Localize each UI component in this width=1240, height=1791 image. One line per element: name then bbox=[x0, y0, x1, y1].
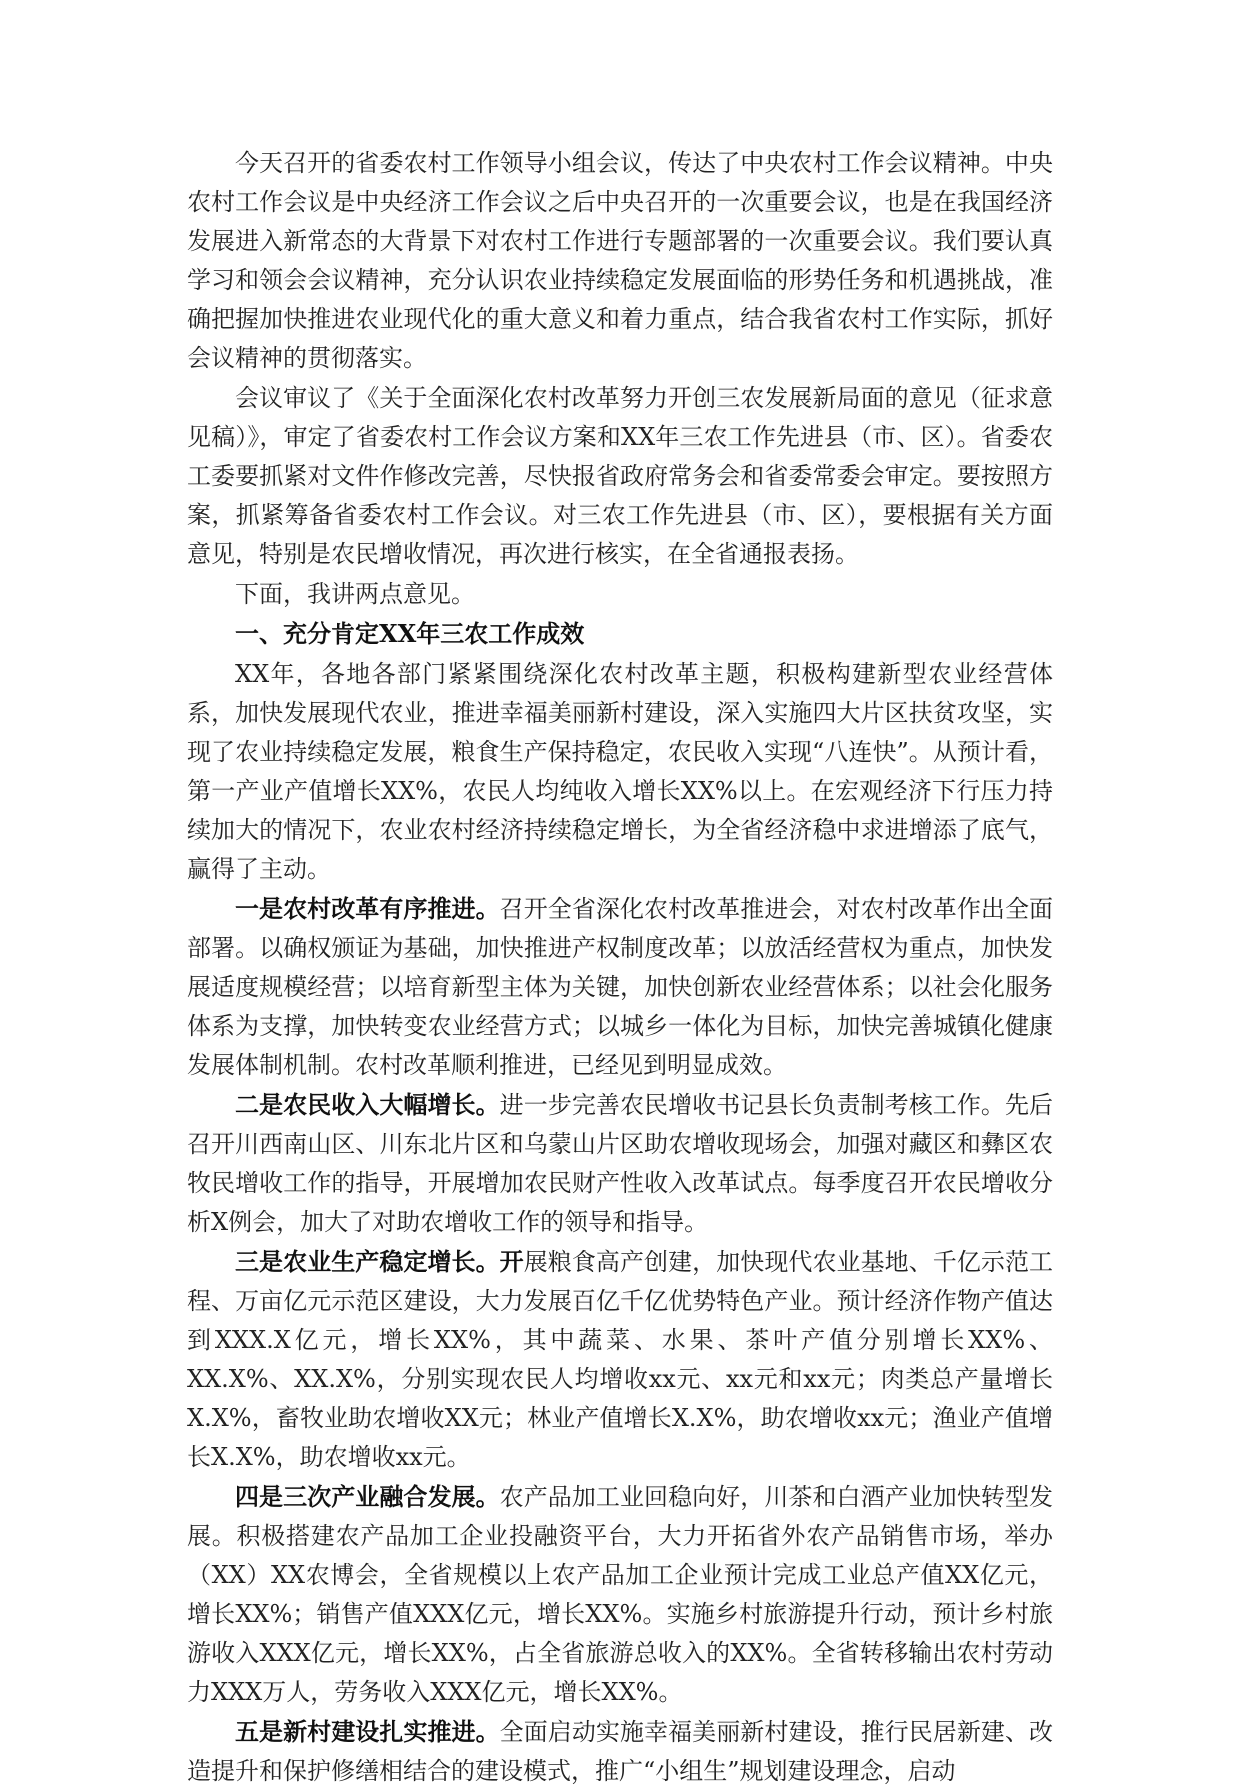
paragraph-lead: 四是三次产业融合发展。 bbox=[235, 1482, 500, 1511]
paragraph-text: XX年，各地各部门紧紧围绕深化农村改革主题，积极构建新型农业经营体系，加快发展现代农业，推进幸福美丽新村建设，深入实施四大片区扶贫攻坚，实现了农业持续稳定发展，粮食生产保持稳定，农民收入实现“八连快”。从预计看，第一产业产值增长XX%，农民人均纯收入增长XX%以上。在宏观经济下行压力持续加大的情况下，农业农村经济持续稳定增长，为全省经济稳中求进增添了底气，赢得了主动。 bbox=[187, 660, 1053, 883]
paragraph-text: 全面启动实施幸福美丽新村建设，推行民居新建、改造提升和保护修缮相结合的建设模式，推广“小组生”规划建设理念，启动 bbox=[187, 1718, 1054, 1785]
paragraph bbox=[187, 574, 1053, 614]
paragraph bbox=[187, 1712, 1053, 1791]
paragraph bbox=[187, 143, 1053, 378]
paragraph-text: 展粮食高产创建，加快现代农业基地、千亿示范工程、万亩亿元示范区建设，大力发展百亿千亿优势特色产业。预计经济作物产值达到XXX.X亿元，增长XX%，其中蔬菜、水果、茶叶产值分别增长XX%、XX.X%、XX.X%，分别实现农民人均增收xx元、xx元和xx元；肉类总产量增长X.X%，畜牧业助农增收XX元；林业产值增长X.X%，助农增收xx元；渔业产值增长X.X%，助农增收xx元。 bbox=[187, 1248, 1054, 1471]
paragraph-lead: 一是农村改革有序推进。 bbox=[235, 894, 500, 923]
paragraph-lead: 五是新村建设扎实推进。 bbox=[235, 1717, 500, 1746]
paragraph-text: 会议审议了《关于全面深化农村改革努力开创三农发展新局面的意见（征求意见稿）》，审定了省委农村工作会议方案和XX年三农工作先进县（市、区）。省委农工委要抓紧对文件作修改完善，尽快报省政府常务会和省委常委会审定。要按照方案，抓紧筹备省委农村工作会议。对三农工作先进县（市、区），要根据有关方面意见，特别是农民增收情况，再次进行核实，在全省通报表扬。 bbox=[187, 384, 1053, 568]
paragraph-text: 农产品加工业回稳向好，川茶和白酒产业加快转型发展。积极搭建农产品加工企业投融资平台，大力开拓省外农产品销售市场，举办（XX）XX农博会，全省规模以上农产品加工企业预计完成工业总产值XX亿元，增长XX%；销售产值XXX亿元，增长XX%。实施乡村旅游提升行动，预计乡村旅游收入XXX亿元，增长XX%，占全省旅游总收入的XX%。全省转移输出农村劳动力XXX万人，劳务收入XXX亿元，增长XX%。 bbox=[187, 1483, 1054, 1706]
paragraph-text: 进一步完善农民增收书记县长负责制考核工作。先后召开川西南山区、川东北片区和乌蒙山片区助农增收现场会，加强对藏区和彝区农牧民增收工作的指导，开展增加农民财产性收入改革试点。每季度召开农民增收分析X例会，加大了对助农增收工作的领导和指导。 bbox=[187, 1091, 1054, 1236]
section-heading-text: 一、充分肯定XX年三农工作成效 bbox=[235, 619, 585, 648]
paragraph-text: 召开全省深化农村改革推进会，对农村改革作出全面部署。以确权颁证为基础，加快推进产权制度改革；以放活经营权为重点，加快发展适度规模经营；以培育新型主体为关键，加快创新农业经营体系；以社会化服务体系为支撑，加快转变农业经营方式；以城乡一体化为目标，加快完善城镇化健康发展体制机制。农村改革顺利推进，已经见到明显成效。 bbox=[187, 895, 1054, 1079]
document-page bbox=[187, 143, 1053, 1791]
paragraph bbox=[187, 654, 1053, 889]
paragraph-lead: 三是农业生产稳定增长。开 bbox=[235, 1247, 524, 1276]
section-heading bbox=[187, 614, 1053, 654]
paragraph bbox=[187, 889, 1053, 1085]
paragraph-lead: 二是农民收入大幅增长。 bbox=[235, 1090, 500, 1119]
paragraph bbox=[187, 378, 1053, 574]
paragraph-text: 下面，我讲两点意见。 bbox=[235, 580, 475, 608]
paragraph bbox=[187, 1477, 1053, 1712]
paragraph bbox=[187, 1085, 1053, 1242]
paragraph bbox=[187, 1242, 1053, 1477]
paragraph-text: 今天召开的省委农村工作领导小组会议，传达了中央农村工作会议精神。中央农村工作会议是中央经济工作会议之后中央召开的一次重要会议，也是在我国经济发展进入新常态的大背景下对农村工作进行专题部署的一次重要会议。我们要认真学习和领会会议精神，充分认识农业持续稳定发展面临的形势任务和机遇挑战，准确把握加快推进农业现代化的重大意义和着力重点，结合我省农村工作实际，抓好会议精神的贯彻落实。 bbox=[187, 149, 1053, 372]
